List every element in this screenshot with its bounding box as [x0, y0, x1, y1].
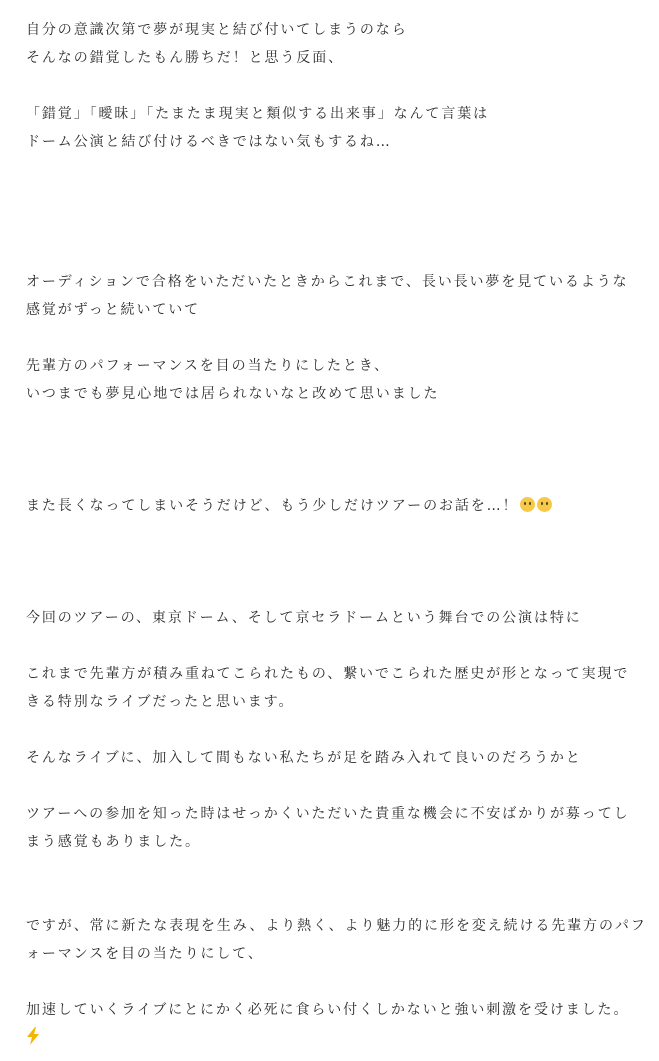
article-body	[26, 16, 646, 1052]
blank-line	[26, 884, 646, 912]
blank-line	[26, 156, 646, 184]
text-line: 先輩方のパフォーマンスを目の当たりにしたとき、	[26, 358, 391, 374]
text-line: オーディションで合格をいただいたときからこれまで、長い長い夢を見ているような	[26, 274, 629, 290]
tear-face-emoji-icon	[537, 497, 552, 512]
blank-line	[26, 436, 646, 464]
blank-line	[26, 968, 646, 996]
tear-face-emoji-icon	[520, 497, 535, 512]
text-line: ですが、常に新たな表現を生み、より熱く、より魅力的に形を変え続ける先輩方のパフ	[26, 918, 647, 934]
blank-line	[26, 408, 646, 436]
text-line: 今回のツアーの、東京ドーム、そして京セラドームという舞台での公演は特に	[26, 610, 582, 626]
text-line: 「錯覚」「曖昧」「たまたま現実と類似する出来事」なんて言葉は	[26, 106, 489, 122]
blank-line	[26, 240, 646, 268]
text-line: 加速していくライブにとにかく必死に食らい付くしかないと強い刺激を受けました。	[26, 1002, 630, 1018]
blank-line	[26, 212, 646, 240]
text-line: ドーム公演と結び付けるべきではない気もするね…	[26, 134, 392, 150]
blank-line	[26, 576, 646, 604]
text-line: また長くなってしまいそうだけど、もう少しだけツアーのお話を…！	[26, 498, 519, 514]
blank-line	[26, 716, 646, 744]
lightning-icon	[26, 1027, 40, 1055]
text-line: 自分の意識次第で夢が現実と結び付いてしまうのなら	[26, 22, 408, 38]
blank-line	[26, 72, 646, 100]
text-line: いつまでも夢見心地では居られないなと改めて思いました	[26, 386, 440, 402]
blank-line	[26, 772, 646, 800]
blank-line	[26, 184, 646, 212]
blank-line	[26, 324, 646, 352]
text-line: ォーマンスを目の当たりにして、	[26, 946, 264, 962]
text-line: まう感覚もありました。	[26, 834, 201, 850]
blank-line	[26, 520, 646, 548]
text-line: ツアーへの参加を知った時はせっかくいただいた貴重な機会に不安ばかりが募ってし	[26, 806, 630, 822]
text-line: そんなの錯覚したもん勝ちだ！と思う反面、	[26, 50, 344, 66]
blank-line	[26, 632, 646, 660]
text-line: きる特別なライブだったと思います。	[26, 694, 295, 710]
blank-line	[26, 548, 646, 576]
text-line: そんなライブに、加入して間もない私たちが足を踏み入れて良いのだろうかと	[26, 750, 582, 766]
blank-line	[26, 856, 646, 884]
text-line-with-emoji	[26, 492, 646, 520]
text-line: 感覚がずっと続いていて	[26, 302, 201, 318]
text-line: これまで先輩方が積み重ねてこられたもの、繋いでこられた歴史が形となって実現で	[26, 666, 630, 682]
bolt-line	[26, 1024, 646, 1052]
blank-line	[26, 464, 646, 492]
